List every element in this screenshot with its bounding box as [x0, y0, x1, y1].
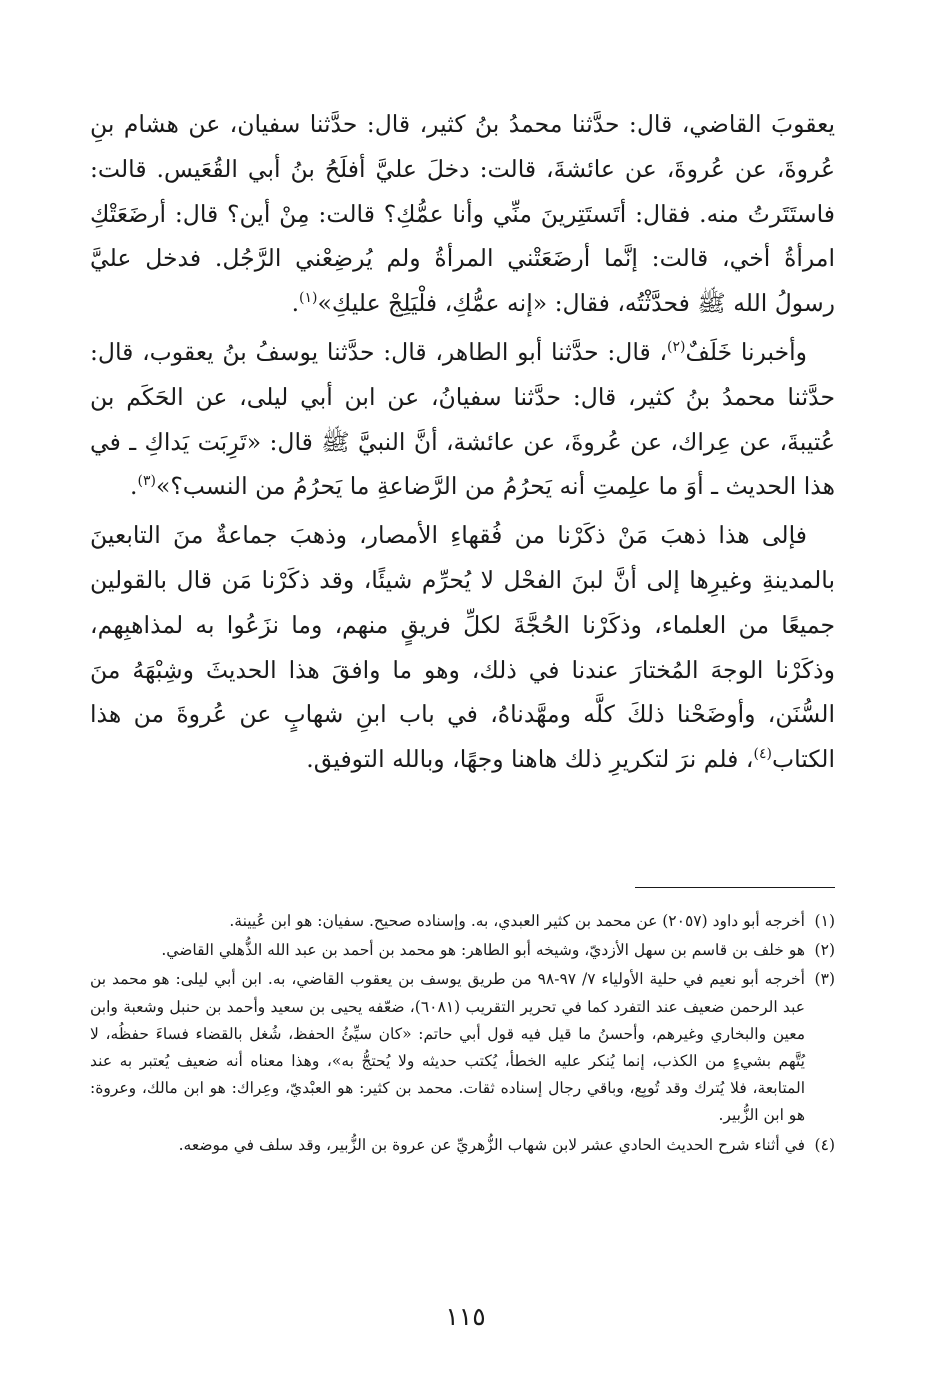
footnote-ref-4: (٤) [753, 746, 772, 763]
footnote-4-number: (٤) [814, 1135, 835, 1154]
footnote-4-text: في أثناء شرح الحديث الحادي عشر لابن شهاب الزُّهريِّ عن عروة بن الزُّبير، وقد سلف في موضعه. [178, 1135, 805, 1154]
footnote-3 [90, 966, 835, 1129]
footnote-1-text: أخرجه أبو داود (٢٠٥٧) عن محمد بن كثير العبدي، به. وإسناده صحيح. سفيان: هو ابن عُيينة. [229, 912, 805, 930]
paragraph-1-end: . [291, 289, 300, 318]
paragraph-2-end: . [130, 472, 138, 501]
paragraph-1 [90, 102, 835, 326]
paragraph-2-text-b: ، قال: حدَّثنا أبو الطاهر، قال: حدَّثنا يوسفُ بنُ يعقوب، قال: حدَّثنا محمدُ بنُ كثير، قال: حدَّثنا سفيانُ، عن ابن أبي ليلى، عن الحَكَم بن عُتيبةَ، عن عِراك، عن عُروةَ، عن عائشة، أنَّ النبيَّ ﷺ قال: «تَرِبَت يَداكِ ـ في هذا الحديث ـ أوَ ما علِمتِ أنه يَحرُمُ من الرَّضاعةِ ما يَحرُمُ من النسب؟» [90, 337, 835, 501]
main-text-body [90, 102, 835, 782]
footnote-2-text: هو خلف بن قاسم بن سهل الأزديّ، وشيخه أبو الطاهر: هو محمد بن أحمد بن عبد الله الذُّهلي القاضي. [161, 941, 805, 960]
footnote-1-number: (١) [814, 912, 835, 930]
footnote-2 [90, 937, 835, 964]
page-number: ١١٥ [445, 1302, 486, 1331]
paragraph-3-text-b: ، فلم نرَ لتكريرِ ذلك هاهنا وجهًا، وبالله التوفيق. [306, 745, 754, 774]
paragraph-2-text-a: وأخبرنا خَلَفٌ [685, 337, 807, 366]
footnote-divider [635, 887, 835, 888]
paragraph-3-text-a: فإلى هذا ذهبَ مَنْ ذكَرْنا من فُقهاءِ الأمصار، وذهبَ جماعةٌ منَ التابعينَ بالمدينةِ وغيرِها إلى أنَّ لبنَ الفحْل لا يُحرِّم شيئًا، وقد ذكَرْنا مَن قال بالقولين جميعًا من العلماء، وذكَرْنا الحُجَّةَ لكلِّ فريقٍ منهم، وما نزَعُوا به لمذاهبِهم، وذكَرْنا الوجهَ المُختارَ عندنا في ذلك، وهو ما وافقَ هذا الحديثَ وشِبْهَهُ منَ السُّنَن، وأوضَحْنا ذلكَ كلَّه ومهَّدناهُ، في باب ابنِ شهابٍ عن عُروةَ من هذا الكتاب [90, 521, 835, 774]
footnote-3-number: (٣) [814, 970, 835, 989]
footnote-2-number: (٢) [814, 941, 835, 960]
footnote-ref-2: (٢) [667, 339, 686, 356]
footnote-3-text: أخرجه أبو نعيم في حلية الأولياء ٧/ ٩٧-٩٨ من طريق يوسف بن يعقوب القاضي، به. ابن أبي ليلى: هو محمد بن عبد الرحمن ضعيف عند التفرد كما في تحرير التقريب (٦٠٨١)، ضعّفه يحيى بن سعيد وأحمد بن حنبل وشعبة وابن معين والبخاري وغيرهم، وأحسنُ ما قيل فيه قول أبي حاتم: «كان سيِّئُ الحفظ، شُغل بالقضاء فساءَ حفظُه، لا يُتَّهم بشيءٍ من الكذب، إنما يُنكر عليه الخطأ، يُكتب حديثه ولا يُحتجُّ به»، وهذا معناه أنه ضعيف يُعتبر به عند المتابعة، فلا يُترك وقد تُوبِع، وباقي رجال إسناده ثقات. محمد بن كثير: هو العبْديّ، وعِراك: هو ابن مالك، وعروة: هو ابن الزُّبير. [90, 970, 805, 1125]
footnotes-section [90, 908, 835, 1161]
paragraph-3 [90, 513, 835, 782]
footnote-1 [90, 908, 835, 935]
paragraph-2 [90, 330, 835, 509]
footnote-ref-1: (١) [299, 290, 318, 307]
footnote-ref-3: (٣) [137, 473, 156, 490]
paragraph-1-text: يعقوبَ القاضي، قال: حدَّثنا محمدُ بنُ كثير، قال: حدَّثنا سفيان، عن هشام بنِ عُروةَ، عن عُروةَ، عن عائشةَ، قالت: دخلَ عليَّ أفلَحُ بنُ أبي القُعَيس. قالت: فاستَتَرتُ منه. فقال: أتَستَتِرينَ منِّي وأنا عمُّكِ؟ قالت: مِنْ أين؟ قال: أرضَعَتْكِ امرأةُ أخي، قالت: إنَّما أرضَعَتْني المرأةُ ولم يُرضِعْني الرَّجُل. فدخل عليَّ رسولُ الله ﷺ فحدَّثْتُه، فقال: «إنه عمُّكِ، فلْيَلِجْ عليكِ» [90, 110, 835, 318]
footnote-4 [90, 1132, 835, 1159]
